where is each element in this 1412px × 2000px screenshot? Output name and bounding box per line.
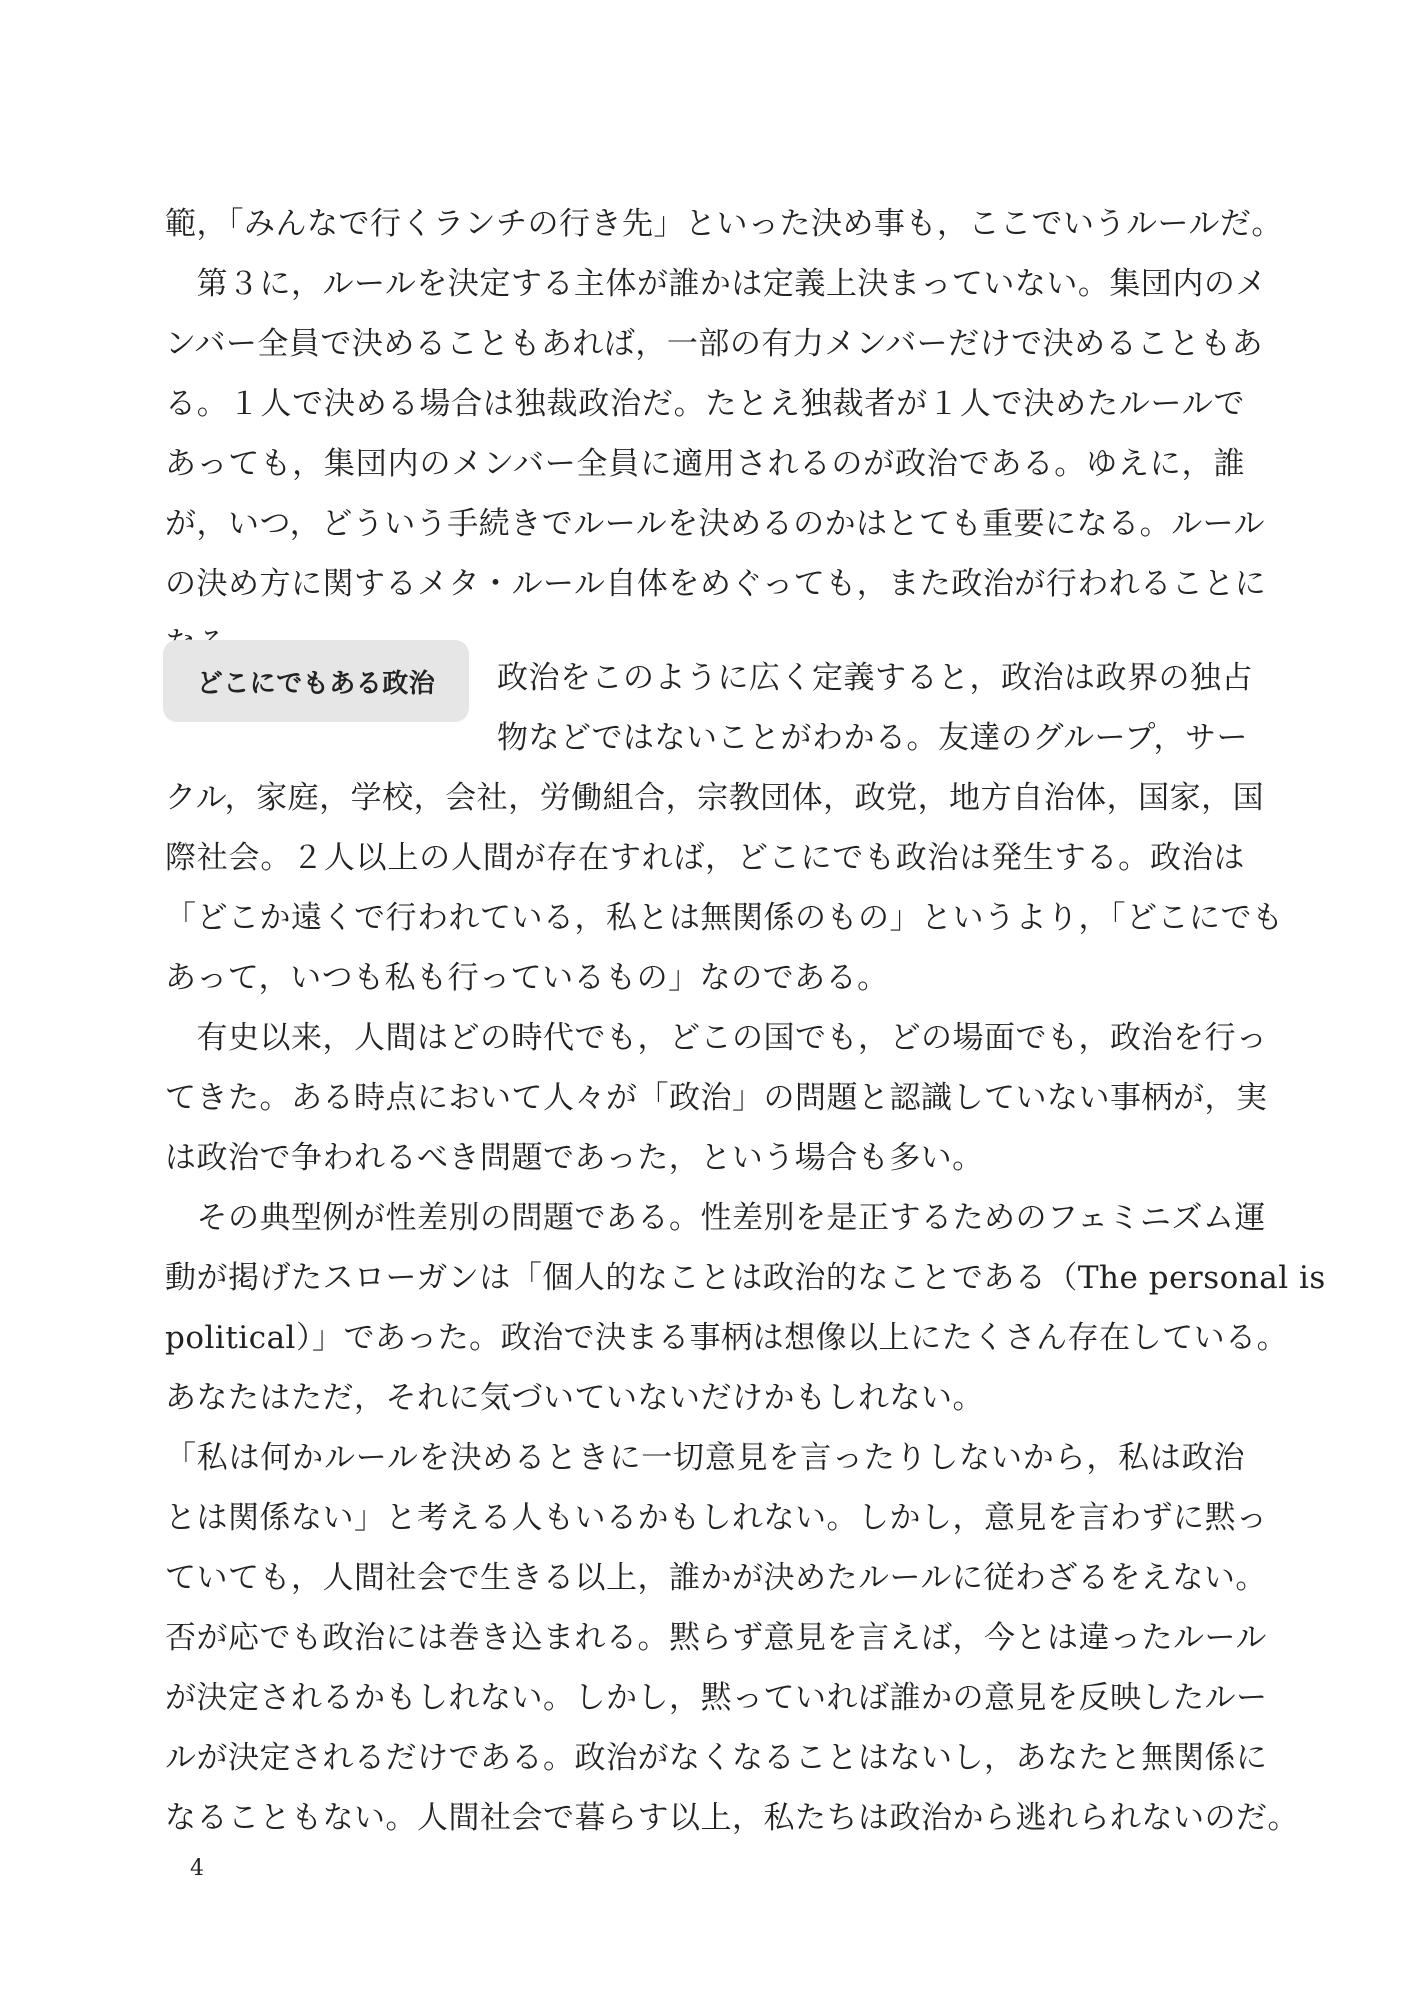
body-text-line: の決め方に関するメタ・ルール自体をめぐっても，また政治が行われることに — [165, 566, 1267, 602]
body-text-line: ルが決定されるだけである。政治がなくなることはないし，あなたと無関係に — [165, 1740, 1268, 1776]
body-text-line: が決定されるかもしれない。しかし，黙っていれば誰かの意見を反映したルー — [165, 1680, 1268, 1716]
body-text-line: 「私は何かルールを決めるときに一切意見を言ったりしないから，私は政治 — [165, 1440, 1245, 1476]
section-heading: どこにでもある政治 — [196, 668, 436, 699]
body-text-line: ンバー全員で決めることもあれば，一部の有力メンバーだけで決めることもあ — [165, 326, 1264, 362]
body-text-line: 物などではないことがわかる。友達のグループ，サー — [497, 720, 1249, 756]
body-text-line: 政治をこのように広く定義すると，政治は政界の独占 — [497, 660, 1253, 696]
body-text-line: あなたはただ，それに気づいていないだけかもしれない。 — [165, 1380, 984, 1416]
body-text-line: 否が応でも政治には巻き込まれる。黙らず意見を言えば，今とは違ったルール — [165, 1620, 1267, 1656]
section-heading-box — [163, 640, 469, 722]
body-text-line: とは関係ない」と考える人もいるかもしれない。しかし，意見を言わずに黙っ — [165, 1500, 1268, 1536]
body-text-line: が，いつ，どういう手続きでルールを決めるのかはとても重要になる。ルール — [165, 506, 1266, 542]
body-text-line: る。１人で決める場合は独裁政治だ。たとえ独裁者が１人で決めたルールで — [165, 386, 1245, 422]
body-text-line: 有史以来，人間はどの時代でも，どこの国でも，どの場面でも，政治を行っ — [165, 1020, 1268, 1056]
body-text-line: クル，家庭，学校，会社，労働組合，宗教団体，政党，地方自治体，国家，国 — [165, 780, 1265, 816]
body-text-line: あって，いつも私も行っているもの」なのである。 — [165, 960, 889, 996]
body-text-line: 「どこか遠くで行われている，私とは無関係のもの」というより，「どこにでも — [165, 900, 1284, 936]
body-text-line: てきた。ある時点において人々が「政治」の問題と認識していない事柄が，実 — [165, 1080, 1268, 1116]
body-text-line: political）」であった。政治で決まる事柄は想像以上にたくさん存在している。 — [165, 1320, 1289, 1356]
body-text-line: あっても，集団内のメンバー全員に適用されるのが政治である。ゆえに，誰 — [165, 446, 1245, 482]
page-number: 4 — [190, 1856, 204, 1881]
body-text-line: その典型例が性差別の問題である。性差別を是正するためのフェミニズム運 — [165, 1200, 1266, 1236]
body-text-line: なることもない。人間社会で暮らす以上，私たちは政治から逃れられないのだ。 — [165, 1800, 1299, 1836]
body-text-line: 第３に，ルールを決定する主体が誰かは定義上決まっていない。集団内のメ — [165, 266, 1267, 302]
body-text-line: 動が掲げたスローガンは「個人的なことは政治的なことである（The personal is — [165, 1260, 1326, 1296]
body-text-line: は政治で争われるべき問題であった，という場合も多い。 — [165, 1140, 984, 1176]
body-text-line: 範，「みんなで行くランチの行き先」といった決め事も，ここでいうルールだ。 — [165, 206, 1283, 242]
body-text-line: 際社会。２人以上の人間が存在すれば，どこにでも政治は発生する。政治は — [165, 840, 1245, 876]
body-text-line: ていても，人間社会で生きる以上，誰かが決めたルールに従わざるをえない。 — [165, 1560, 1267, 1596]
